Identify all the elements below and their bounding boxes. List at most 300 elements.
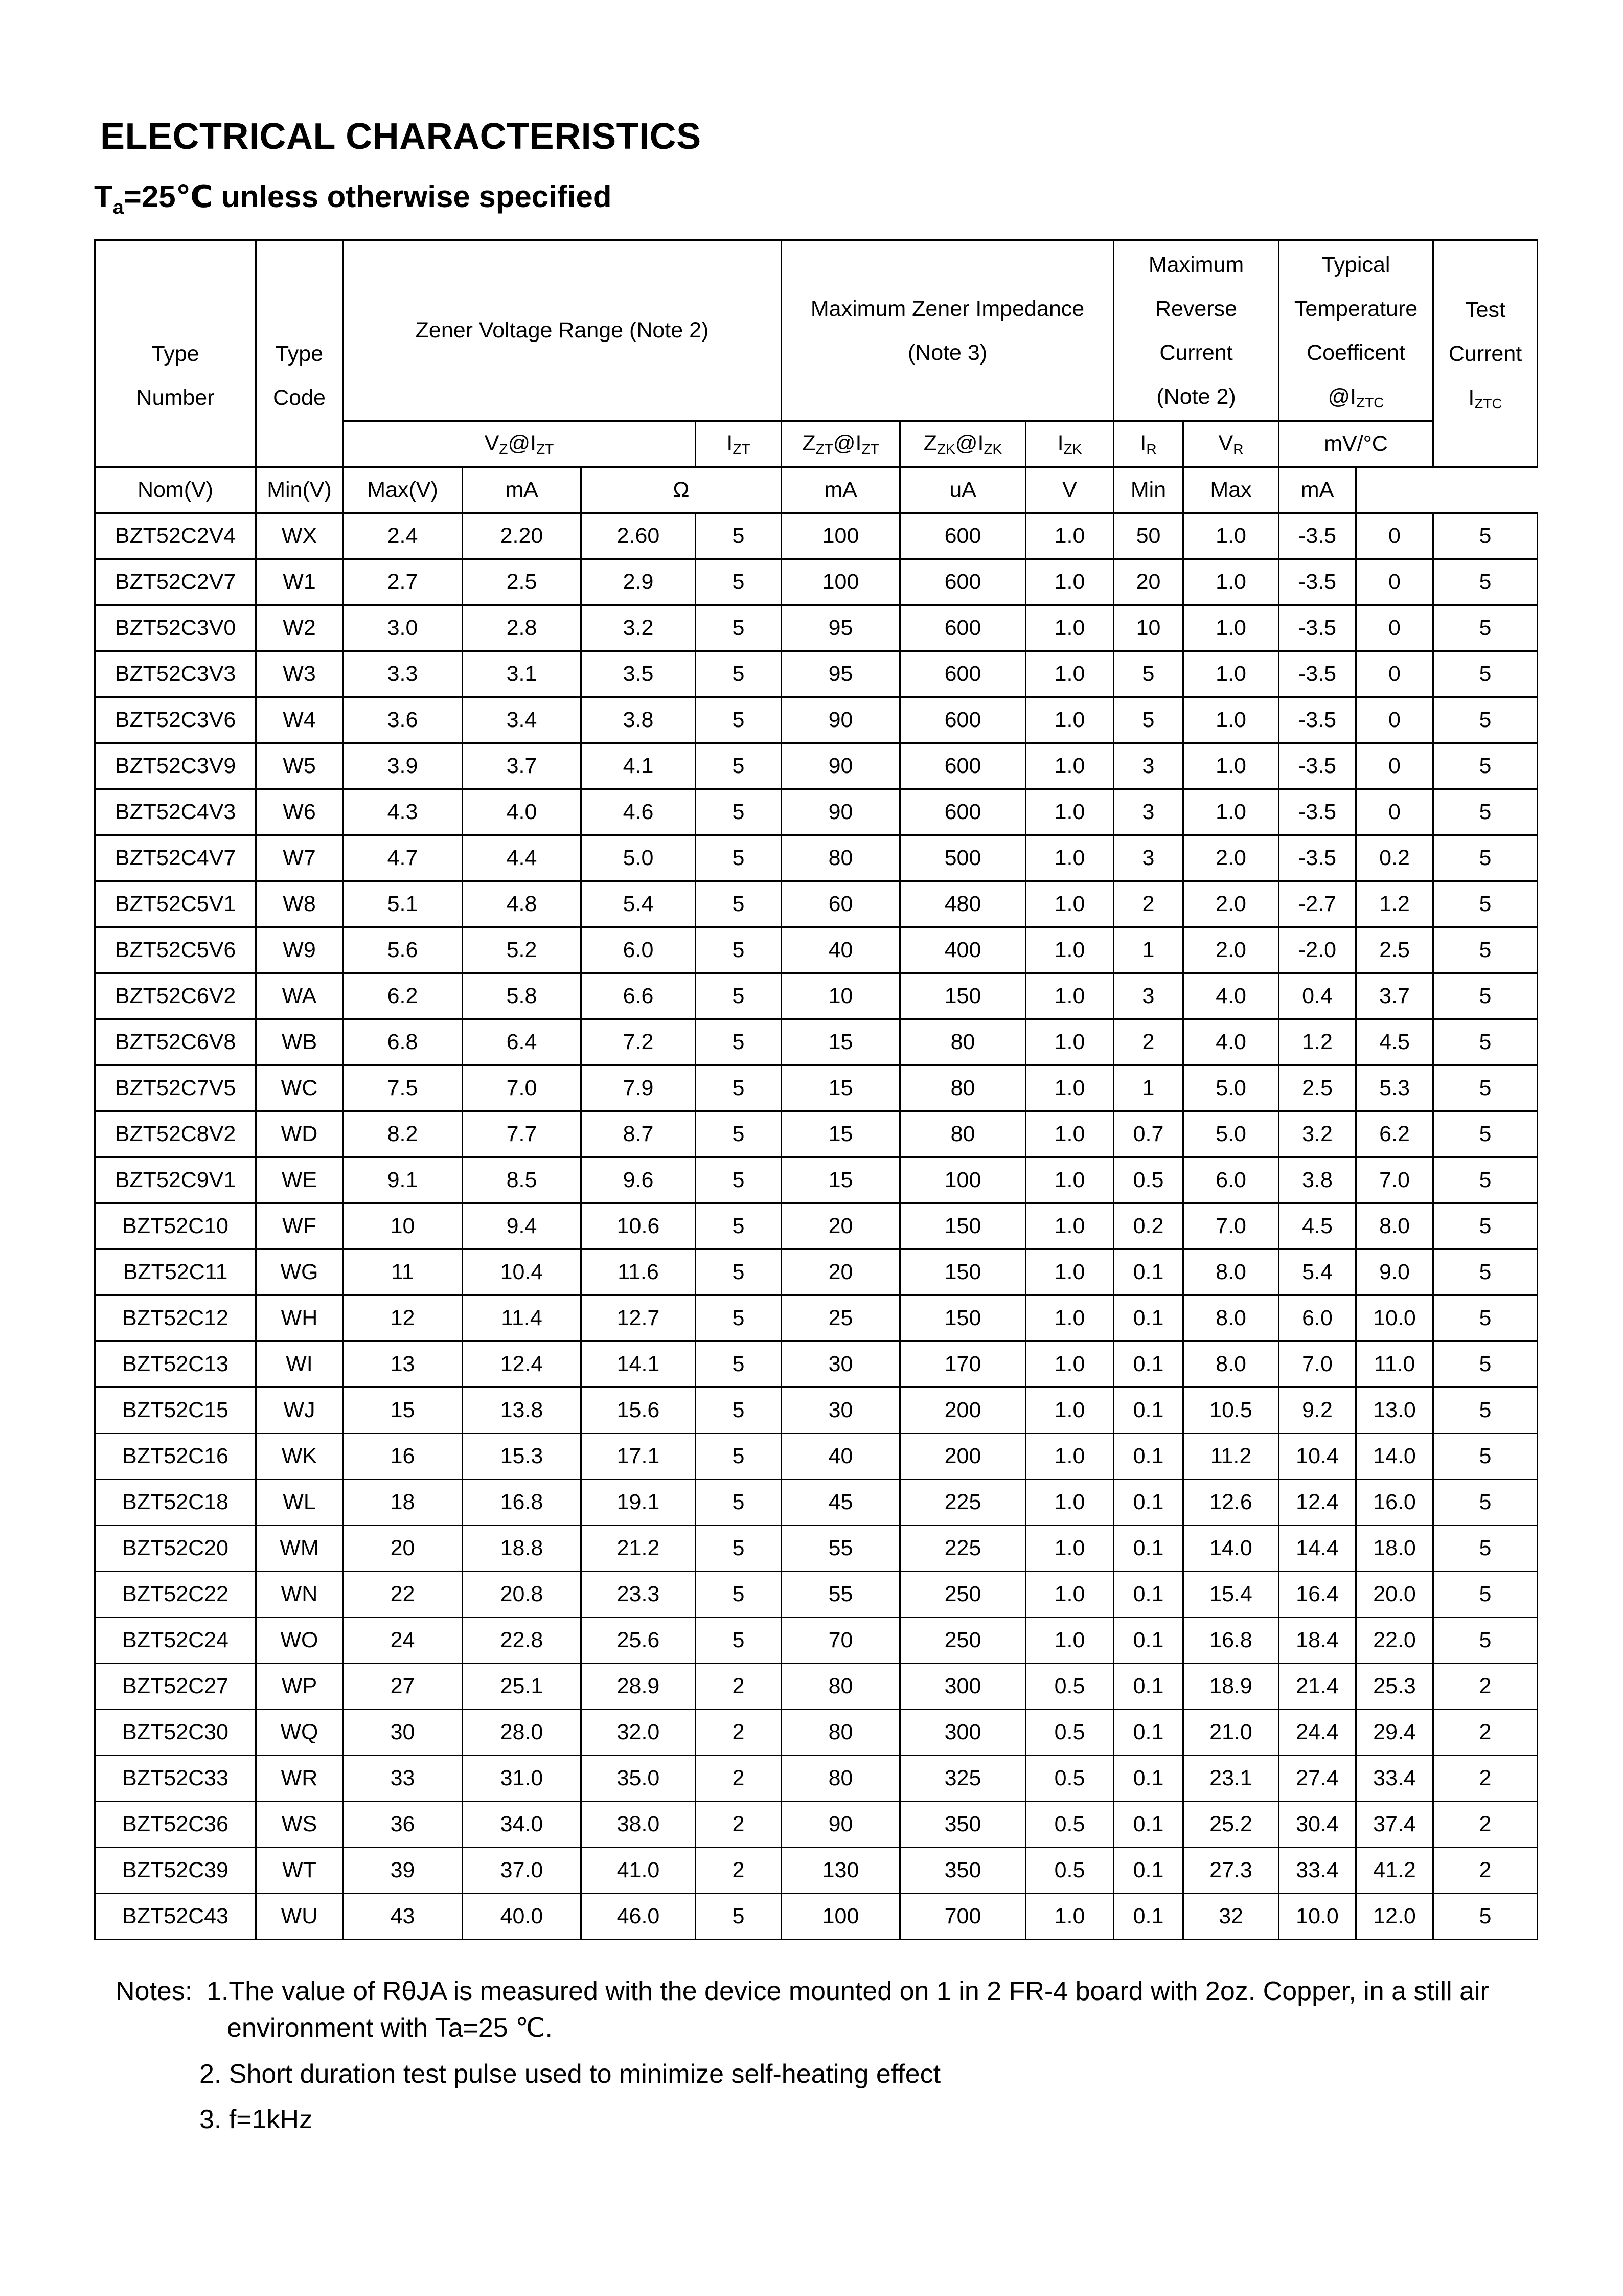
cell-vz-max: 6.0: [581, 927, 696, 973]
cell-vz-max: 5.0: [581, 835, 696, 881]
cell-ir: 2: [1114, 881, 1183, 927]
cell-izk: 0.5: [1026, 1756, 1114, 1802]
cell-ir: 5: [1114, 651, 1183, 697]
cell-zzt: 95: [782, 651, 900, 697]
note-3: 3. f=1kHz: [199, 2105, 313, 2135]
cell-zzk: 350: [900, 1848, 1026, 1894]
table-row: [95, 559, 1538, 605]
cell-vr: 12.6: [1183, 1480, 1279, 1526]
cell-type-number: BZT52C43: [95, 1894, 256, 1940]
cell-vz-min: 2.5: [463, 559, 581, 605]
table-row: [95, 1664, 1538, 1710]
cell-ir: 10: [1114, 605, 1183, 651]
cell-type-number: BZT52C36: [95, 1802, 256, 1848]
cell-type-number: BZT52C16: [95, 1434, 256, 1480]
cell-tc-max: 0.2: [1356, 835, 1433, 881]
cell-vr: 1.0: [1183, 513, 1279, 559]
notes-section: [116, 1973, 1489, 2139]
cell-vz-max: 23.3: [581, 1572, 696, 1618]
cell-vz-nom: 3.0: [343, 605, 463, 651]
cell-vz-max: 14.1: [581, 1342, 696, 1388]
cell-izt: 5: [696, 1434, 782, 1480]
cell-tc-min: 7.0: [1279, 1342, 1356, 1388]
cell-vz-min: 9.4: [463, 1203, 581, 1249]
cell-vr: 2.0: [1183, 881, 1279, 927]
cell-vz-min: 2.8: [463, 605, 581, 651]
header-type-code: Type Code: [256, 240, 343, 467]
cell-vr: 23.1: [1183, 1756, 1279, 1802]
cell-izt: 5: [696, 1388, 782, 1434]
table-row: [95, 927, 1538, 973]
cell-izt: 5: [696, 881, 782, 927]
cell-tc-min: 1.2: [1279, 1019, 1356, 1065]
cell-vz-min: 16.8: [463, 1480, 581, 1526]
cell-vz-max: 38.0: [581, 1802, 696, 1848]
cell-vz-nom: 36: [343, 1802, 463, 1848]
cell-ir: 0.1: [1114, 1480, 1183, 1526]
cell-type-code: WM: [256, 1526, 343, 1572]
cell-ir: 0.2: [1114, 1203, 1183, 1249]
cell-izt: 5: [696, 1480, 782, 1526]
cell-type-code: W8: [256, 881, 343, 927]
cell-zzk: 250: [900, 1618, 1026, 1664]
cell-tc-min: -3.5: [1279, 743, 1356, 789]
cell-zzk: 400: [900, 927, 1026, 973]
cell-vz-max: 10.6: [581, 1203, 696, 1249]
cell-ir: 0.1: [1114, 1342, 1183, 1388]
header-vz-izt: $V_Z@I_{ZT}$: [343, 421, 696, 467]
cell-tc-min: 9.2: [1279, 1388, 1356, 1434]
cell-vr: 1.0: [1183, 743, 1279, 789]
cell-test-current: 5: [1433, 835, 1538, 881]
note-1-line-1: 1.The value of RθJA is measured with the device mounted on 1 in 2 FR-4 board with 2oz. Copper, in a still air: [207, 1976, 1489, 2006]
cell-type-number: BZT52C3V3: [95, 651, 256, 697]
cell-test-current: 5: [1433, 1203, 1538, 1249]
cell-vz-min: 8.5: [463, 1157, 581, 1203]
cell-zzt: 30: [782, 1342, 900, 1388]
cell-izk: 1.0: [1026, 1203, 1114, 1249]
cell-test-current: 2: [1433, 1756, 1538, 1802]
cell-tc-min: 3.2: [1279, 1111, 1356, 1157]
unit-test-current: mA: [1279, 467, 1356, 513]
header-zzk: $Z_{ZK}@I_{ZK}$: [900, 421, 1026, 467]
cell-vz-max: 3.8: [581, 697, 696, 743]
cell-ir: 0.1: [1114, 1249, 1183, 1295]
table-row: [95, 1434, 1538, 1480]
cell-type-number: BZT52C11: [95, 1249, 256, 1295]
cell-vz-max: 12.7: [581, 1295, 696, 1342]
cell-vz-max: 5.4: [581, 881, 696, 927]
cell-tc-min: 2.5: [1279, 1065, 1356, 1111]
cell-type-number: BZT52C2V7: [95, 559, 256, 605]
header-max-zener-impedance: Maximum Zener Impedance (Note 3): [782, 240, 1114, 421]
cell-tc-min: 10.0: [1279, 1894, 1356, 1940]
cell-ir: 3: [1114, 743, 1183, 789]
unit-ir: uA: [900, 467, 1026, 513]
cell-vz-nom: 5.1: [343, 881, 463, 927]
cell-izk: 1.0: [1026, 743, 1114, 789]
cell-vz-min: 3.7: [463, 743, 581, 789]
cell-type-code: WF: [256, 1203, 343, 1249]
cell-test-current: 5: [1433, 1480, 1538, 1526]
subtitle-t: T: [94, 179, 113, 214]
cell-ir: 1: [1114, 927, 1183, 973]
cell-tc-max: 8.0: [1356, 1203, 1433, 1249]
cell-tc-min: -2.0: [1279, 927, 1356, 973]
header-izt: $I_{ZT}$: [696, 421, 782, 467]
cell-ir: 50: [1114, 513, 1183, 559]
cell-vz-max: 32.0: [581, 1710, 696, 1756]
cell-ir: 2: [1114, 1019, 1183, 1065]
cell-zzt: 25: [782, 1295, 900, 1342]
cell-type-number: BZT52C15: [95, 1388, 256, 1434]
table-row: [95, 1295, 1538, 1342]
cell-test-current: 2: [1433, 1710, 1538, 1756]
cell-zzt: 100: [782, 1894, 900, 1940]
cell-vz-max: 11.6: [581, 1249, 696, 1295]
page-title: ELECTRICAL CHARACTERISTICS: [100, 116, 701, 157]
cell-vr: 1.0: [1183, 651, 1279, 697]
cell-zzk: 225: [900, 1526, 1026, 1572]
cell-tc-min: -3.5: [1279, 559, 1356, 605]
cell-izk: 1.0: [1026, 835, 1114, 881]
cell-test-current: 5: [1433, 651, 1538, 697]
cell-tc-max: 0: [1356, 789, 1433, 835]
table-data-rows: [95, 513, 1538, 1940]
cell-vr: 5.0: [1183, 1065, 1279, 1111]
cell-type-number: BZT52C3V9: [95, 743, 256, 789]
cell-izk: 1.0: [1026, 1618, 1114, 1664]
cell-tc-max: 20.0: [1356, 1572, 1433, 1618]
cell-vz-max: 15.6: [581, 1388, 696, 1434]
cell-tc-min: 33.4: [1279, 1848, 1356, 1894]
cell-vz-nom: 39: [343, 1848, 463, 1894]
cell-izk: 1.0: [1026, 1526, 1114, 1572]
cell-vz-min: 5.2: [463, 927, 581, 973]
cell-tc-min: 10.4: [1279, 1434, 1356, 1480]
cell-tc-max: 1.2: [1356, 881, 1433, 927]
cell-izt: 5: [696, 1618, 782, 1664]
cell-tc-max: 0: [1356, 651, 1433, 697]
cell-test-current: 5: [1433, 1526, 1538, 1572]
cell-test-current: 5: [1433, 1388, 1538, 1434]
cell-zzk: 600: [900, 743, 1026, 789]
cell-test-current: 5: [1433, 927, 1538, 973]
cell-zzk: 600: [900, 513, 1026, 559]
unit-ohm: Ω: [581, 467, 782, 513]
cell-type-code: W3: [256, 651, 343, 697]
cell-izk: 1.0: [1026, 605, 1114, 651]
cell-vz-max: 7.9: [581, 1065, 696, 1111]
cell-type-code: WA: [256, 973, 343, 1019]
cell-zzk: 150: [900, 1249, 1026, 1295]
cell-izt: 5: [696, 743, 782, 789]
header-ir: $I_R$: [1114, 421, 1183, 467]
cell-ir: 3: [1114, 835, 1183, 881]
cell-vz-nom: 2.4: [343, 513, 463, 559]
cell-vz-min: 15.3: [463, 1434, 581, 1480]
cell-zzk: 600: [900, 697, 1026, 743]
cell-izt: 5: [696, 651, 782, 697]
cell-type-number: BZT52C8V2: [95, 1111, 256, 1157]
cell-type-number: BZT52C39: [95, 1848, 256, 1894]
cell-izk: 1.0: [1026, 559, 1114, 605]
cell-type-code: WL: [256, 1480, 343, 1526]
cell-tc-min: 21.4: [1279, 1664, 1356, 1710]
cell-type-code: WT: [256, 1848, 343, 1894]
cell-vz-nom: 6.2: [343, 973, 463, 1019]
cell-izk: 1.0: [1026, 1388, 1114, 1434]
cell-type-number: BZT52C18: [95, 1480, 256, 1526]
electrical-characteristics-table: [94, 239, 1538, 1940]
cell-ir: 0.1: [1114, 1526, 1183, 1572]
cell-zzt: 15: [782, 1065, 900, 1111]
cell-tc-max: 18.0: [1356, 1526, 1433, 1572]
cell-type-code: WS: [256, 1802, 343, 1848]
table-row: [95, 1848, 1538, 1894]
cell-zzt: 40: [782, 1434, 900, 1480]
cell-test-current: 5: [1433, 605, 1538, 651]
cell-type-code: WD: [256, 1111, 343, 1157]
cell-vr: 4.0: [1183, 973, 1279, 1019]
cell-tc-max: 13.0: [1356, 1388, 1433, 1434]
unit-vr: V: [1026, 467, 1114, 513]
cell-vr: 4.0: [1183, 1019, 1279, 1065]
cell-type-code: W5: [256, 743, 343, 789]
cell-vr: 6.0: [1183, 1157, 1279, 1203]
cell-tc-max: 10.0: [1356, 1295, 1433, 1342]
cell-test-current: 5: [1433, 697, 1538, 743]
cell-vz-min: 34.0: [463, 1802, 581, 1848]
table-row: [95, 1572, 1538, 1618]
cell-zzk: 80: [900, 1065, 1026, 1111]
cell-type-number: BZT52C13: [95, 1342, 256, 1388]
table-row: [95, 973, 1538, 1019]
cell-vz-nom: 8.2: [343, 1111, 463, 1157]
unit-tc-min: Min: [1114, 467, 1183, 513]
cell-ir: 5: [1114, 697, 1183, 743]
cell-vr: 27.3: [1183, 1848, 1279, 1894]
cell-vr: 25.2: [1183, 1802, 1279, 1848]
cell-tc-min: 12.4: [1279, 1480, 1356, 1526]
cell-vz-max: 28.9: [581, 1664, 696, 1710]
cell-vz-nom: 4.3: [343, 789, 463, 835]
cell-zzk: 480: [900, 881, 1026, 927]
cell-type-code: W6: [256, 789, 343, 835]
cell-zzt: 80: [782, 1664, 900, 1710]
cell-izt: 5: [696, 1572, 782, 1618]
cell-tc-max: 14.0: [1356, 1434, 1433, 1480]
cell-ir: 0.1: [1114, 1434, 1183, 1480]
cell-test-current: 5: [1433, 513, 1538, 559]
cell-ir: 0.1: [1114, 1802, 1183, 1848]
cell-tc-min: 5.4: [1279, 1249, 1356, 1295]
cell-vr: 7.0: [1183, 1203, 1279, 1249]
cell-tc-max: 41.2: [1356, 1848, 1433, 1894]
cell-tc-min: -3.5: [1279, 651, 1356, 697]
cell-tc-max: 6.2: [1356, 1111, 1433, 1157]
cell-zzk: 100: [900, 1157, 1026, 1203]
cell-izk: 0.5: [1026, 1848, 1114, 1894]
cell-zzt: 90: [782, 789, 900, 835]
cell-type-code: WB: [256, 1019, 343, 1065]
cell-vz-nom: 30: [343, 1710, 463, 1756]
cell-ir: 0.1: [1114, 1388, 1183, 1434]
cell-zzt: 55: [782, 1572, 900, 1618]
cell-ir: 1: [1114, 1065, 1183, 1111]
cell-vr: 2.0: [1183, 835, 1279, 881]
cell-izk: 1.0: [1026, 1249, 1114, 1295]
cell-type-number: BZT52C12: [95, 1295, 256, 1342]
cell-zzk: 250: [900, 1572, 1026, 1618]
cell-vz-min: 6.4: [463, 1019, 581, 1065]
cell-tc-max: 12.0: [1356, 1894, 1433, 1940]
cell-izk: 1.0: [1026, 513, 1114, 559]
cell-ir: 0.7: [1114, 1111, 1183, 1157]
cell-test-current: 5: [1433, 1618, 1538, 1664]
cell-ir: 0.1: [1114, 1894, 1183, 1940]
cell-tc-min: -3.5: [1279, 789, 1356, 835]
cell-izt: 5: [696, 1157, 782, 1203]
cell-izt: 5: [696, 513, 782, 559]
header-test-current: Test Current $I_{ZTC}$: [1433, 240, 1538, 467]
cell-test-current: 5: [1433, 1572, 1538, 1618]
cell-tc-min: -3.5: [1279, 697, 1356, 743]
cell-zzt: 15: [782, 1111, 900, 1157]
cell-tc-max: 37.4: [1356, 1802, 1433, 1848]
cell-izt: 5: [696, 1203, 782, 1249]
cell-izk: 1.0: [1026, 651, 1114, 697]
cell-zzt: 45: [782, 1480, 900, 1526]
cell-tc-min: 4.5: [1279, 1203, 1356, 1249]
cell-vr: 2.0: [1183, 927, 1279, 973]
table-row: [95, 1342, 1538, 1388]
cell-izt: 5: [696, 835, 782, 881]
cell-vz-max: 25.6: [581, 1618, 696, 1664]
cell-tc-min: 16.4: [1279, 1572, 1356, 1618]
cell-vz-min: 10.4: [463, 1249, 581, 1295]
cell-type-code: WP: [256, 1664, 343, 1710]
cell-type-code: WR: [256, 1756, 343, 1802]
cell-vz-min: 25.1: [463, 1664, 581, 1710]
cell-zzk: 500: [900, 835, 1026, 881]
header-mv-per-c: mV/°C: [1279, 421, 1433, 467]
cell-zzk: 80: [900, 1111, 1026, 1157]
cell-test-current: 5: [1433, 743, 1538, 789]
cell-vz-min: 37.0: [463, 1848, 581, 1894]
cell-ir: 0.1: [1114, 1572, 1183, 1618]
cell-ir: 3: [1114, 973, 1183, 1019]
cell-tc-max: 3.7: [1356, 973, 1433, 1019]
cell-tc-max: 0: [1356, 605, 1433, 651]
table-row: [95, 743, 1538, 789]
cell-izt: 5: [696, 1295, 782, 1342]
cell-type-number: BZT52C10: [95, 1203, 256, 1249]
cell-test-current: 5: [1433, 881, 1538, 927]
cell-vz-nom: 10: [343, 1203, 463, 1249]
cell-tc-min: 24.4: [1279, 1710, 1356, 1756]
cell-tc-max: 9.0: [1356, 1249, 1433, 1295]
cell-type-number: BZT52C33: [95, 1756, 256, 1802]
cell-test-current: 5: [1433, 1019, 1538, 1065]
cell-izk: 1.0: [1026, 1019, 1114, 1065]
cell-zzk: 600: [900, 651, 1026, 697]
cell-izt: 2: [696, 1756, 782, 1802]
table-row: [95, 1111, 1538, 1157]
conditions-subtitle: [94, 179, 612, 219]
cell-izk: 1.0: [1026, 927, 1114, 973]
cell-zzk: 150: [900, 1295, 1026, 1342]
cell-tc-min: 18.4: [1279, 1618, 1356, 1664]
cell-type-number: BZT52C4V3: [95, 789, 256, 835]
cell-vz-min: 2.20: [463, 513, 581, 559]
cell-type-code: W4: [256, 697, 343, 743]
cell-izt: 5: [696, 1526, 782, 1572]
cell-type-code: W7: [256, 835, 343, 881]
cell-vz-min: 4.8: [463, 881, 581, 927]
cell-vz-min: 5.8: [463, 973, 581, 1019]
cell-type-code: WJ: [256, 1388, 343, 1434]
cell-vr: 8.0: [1183, 1342, 1279, 1388]
cell-tc-min: 14.4: [1279, 1526, 1356, 1572]
cell-vz-max: 9.6: [581, 1157, 696, 1203]
cell-vz-max: 4.6: [581, 789, 696, 835]
cell-izk: 0.5: [1026, 1710, 1114, 1756]
table-row: [95, 835, 1538, 881]
cell-test-current: 5: [1433, 1249, 1538, 1295]
table-row: [95, 1710, 1538, 1756]
cell-vz-min: 40.0: [463, 1894, 581, 1940]
cell-vr: 5.0: [1183, 1111, 1279, 1157]
cell-vr: 8.0: [1183, 1295, 1279, 1342]
cell-vz-nom: 11: [343, 1249, 463, 1295]
cell-zzk: 700: [900, 1894, 1026, 1940]
cell-izt: 5: [696, 789, 782, 835]
cell-test-current: 5: [1433, 1065, 1538, 1111]
cell-izt: 5: [696, 927, 782, 973]
cell-type-code: WQ: [256, 1710, 343, 1756]
cell-vz-max: 3.2: [581, 605, 696, 651]
cell-vz-nom: 15: [343, 1388, 463, 1434]
cell-vr: 15.4: [1183, 1572, 1279, 1618]
cell-tc-max: 4.5: [1356, 1019, 1433, 1065]
cell-test-current: 5: [1433, 1434, 1538, 1480]
cell-vr: 14.0: [1183, 1526, 1279, 1572]
cell-zzk: 600: [900, 559, 1026, 605]
cell-tc-min: -3.5: [1279, 513, 1356, 559]
cell-vz-nom: 9.1: [343, 1157, 463, 1203]
cell-tc-min: 0.4: [1279, 973, 1356, 1019]
cell-tc-min: -3.5: [1279, 605, 1356, 651]
unit-nom: Nom(V): [95, 467, 256, 513]
cell-zzt: 80: [782, 1756, 900, 1802]
cell-tc-max: 2.5: [1356, 927, 1433, 973]
cell-tc-max: 33.4: [1356, 1756, 1433, 1802]
cell-vr: 10.5: [1183, 1388, 1279, 1434]
cell-izk: 1.0: [1026, 1111, 1114, 1157]
unit-max: Max(V): [343, 467, 463, 513]
note-1: [116, 1973, 1489, 2010]
cell-vz-max: 35.0: [581, 1756, 696, 1802]
cell-tc-max: 5.3: [1356, 1065, 1433, 1111]
cell-izk: 1.0: [1026, 1480, 1114, 1526]
subtitle-subscript: a: [112, 197, 124, 218]
cell-izt: 5: [696, 1019, 782, 1065]
cell-izk: 1.0: [1026, 881, 1114, 927]
cell-zzk: 350: [900, 1802, 1026, 1848]
cell-type-code: WU: [256, 1894, 343, 1940]
cell-ir: 0.5: [1114, 1157, 1183, 1203]
